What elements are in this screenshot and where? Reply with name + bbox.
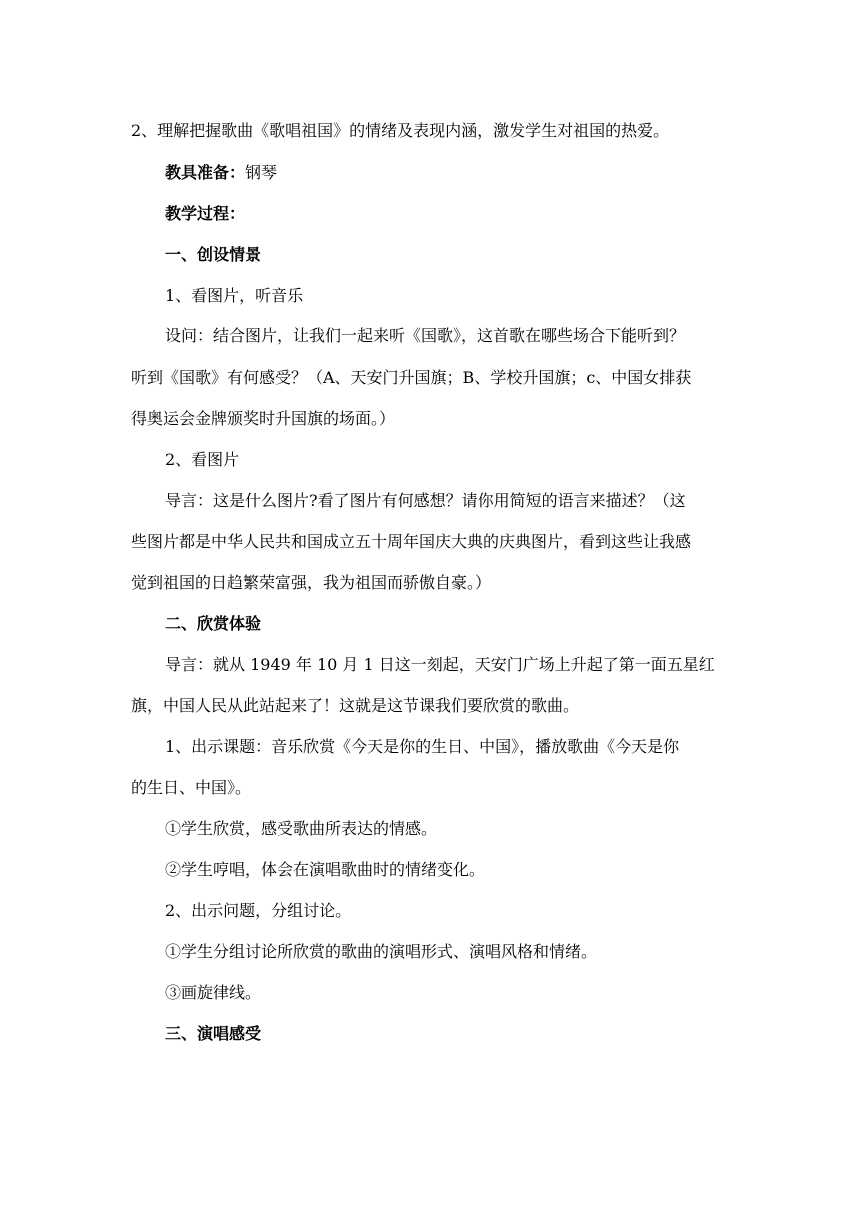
paragraph-line: 听到《国歌》有何感受？（A、天安门升国旗；B、学校升国旗；c、中国女排获 [131, 368, 692, 387]
section-heading-2: 二、欣赏体验 [165, 614, 262, 633]
section-heading-1: 一、创设情景 [165, 245, 262, 264]
paragraph-line: 设问：结合图片，让我们一起来听《国歌》，这首歌在哪些场合下能听到？ [165, 326, 686, 345]
materials-line [165, 163, 765, 183]
list-item: ①学生分组讨论所欣赏的歌曲的演唱形式、演唱风格和情绪。 [165, 942, 598, 961]
paragraph-line: 得奥运会金牌颁奖时升国旗的场面。） [131, 409, 396, 428]
materials-value: 钢琴 [245, 163, 278, 182]
list-item: ②学生哼唱，体会在演唱歌曲时的情绪变化。 [165, 860, 486, 879]
materials-label: 教具准备： [165, 163, 246, 182]
list-item: 2、出示问题，分组讨论。 [165, 901, 352, 920]
paragraph-line: 觉到祖国的日趋繁荣富强，我为祖国而骄傲自豪。） [131, 573, 492, 592]
section-heading-3: 三、演唱感受 [165, 1024, 262, 1043]
step-1-line: 1、看图片，听音乐 [165, 286, 304, 305]
paragraph-line: 些图片都是中华人民共和国成立五十周年国庆大典的庆典图片，看到这些让我感 [131, 532, 692, 551]
objective-line: 2、理解把握歌曲《歌唱祖国》的情绪及表现内涵，激发学生对祖国的热爱。 [131, 121, 670, 140]
paragraph-line: 1、出示课题：音乐欣赏《今天是你的生日、中国》，播放歌曲《今天是你 [165, 737, 680, 756]
list-item: ③画旋律线。 [165, 983, 262, 1002]
step-2-line: 2、看图片 [165, 450, 240, 469]
paragraph-line: 导言：就从 1949 年 10 月 1 日这一刻起，天安门广场上升起了第一面五星红 [165, 655, 715, 674]
paragraph-line: 旗，中国人民从此站起来了！这就是这节课我们要欣赏的歌曲。 [131, 696, 580, 715]
paragraph-line: 导言：这是什么图片?看了图片有何感想？请你用简短的语言来描述？（这 [165, 491, 686, 510]
paragraph-line: 的生日、中国》。 [131, 778, 252, 797]
teaching-process-heading: 教学过程： [165, 204, 246, 223]
list-item: ①学生欣赏，感受歌曲所表达的情感。 [165, 819, 438, 838]
